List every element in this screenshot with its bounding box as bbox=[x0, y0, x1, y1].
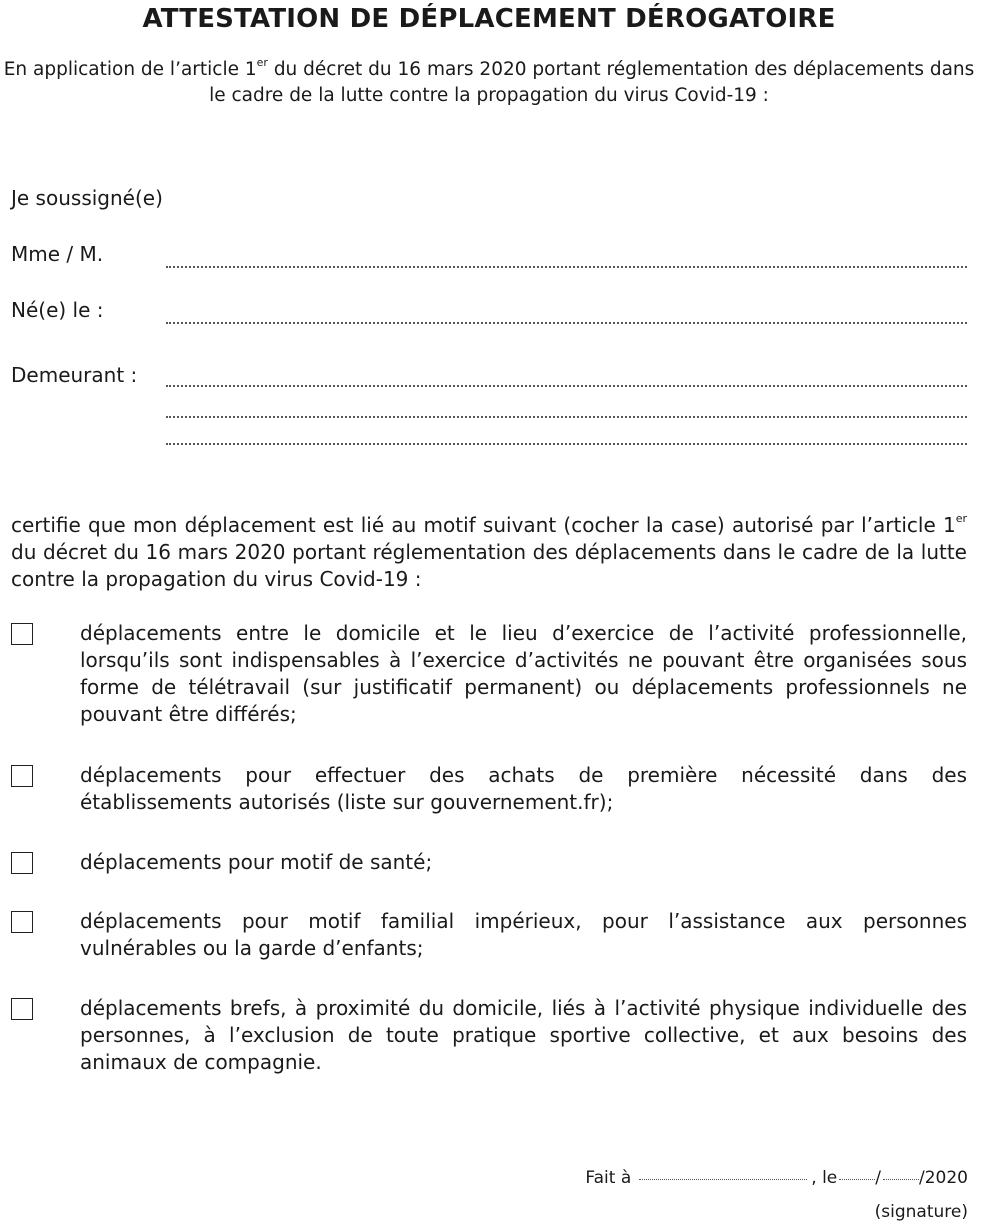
subtitle-text-start: En application de l’article 1 bbox=[3, 59, 257, 80]
certification-text-start: certifie que mon déplacement est lié au motif suivant (cocher la case) autorisé par l’article 1 bbox=[11, 513, 956, 537]
day-field[interactable] bbox=[839, 1179, 875, 1180]
address-field-line-3[interactable] bbox=[166, 443, 967, 445]
place-label: Fait à bbox=[585, 1168, 632, 1188]
address-field-line-2[interactable] bbox=[166, 416, 967, 418]
option-family: déplacements pour motif familial impérieux, pour l’assistance aux personnes vulnérables ou la garde d’enfants; bbox=[80, 909, 967, 960]
option-health: déplacements pour motif de santé; bbox=[80, 850, 433, 874]
checkbox-health[interactable] bbox=[11, 852, 33, 874]
checkbox-physical-activity[interactable] bbox=[11, 998, 33, 1020]
place-field[interactable] bbox=[639, 1179, 807, 1180]
subtitle-superscript: er bbox=[256, 55, 268, 69]
birth-date-field[interactable] bbox=[166, 322, 967, 324]
checkbox-family[interactable] bbox=[11, 911, 33, 933]
subtitle-text-end: du décret du 16 mars 2020 portant réglementation des déplacements dans le cadre de la lutte contre la propagation du virus Covid-19 : bbox=[209, 59, 975, 106]
page-subtitle bbox=[0, 57, 978, 109]
address-field-line-1[interactable] bbox=[166, 385, 967, 387]
intro-label: Je soussigné(e) bbox=[11, 186, 163, 210]
option-physical-activity: déplacements brefs, à proximité du domicile, liés à l’activité physique individuelle des personnes, à l’exclusion de toute pratique sportive collective, et aux besoins des animaux de compagnie. bbox=[80, 996, 967, 1074]
certification-superscript: er bbox=[955, 512, 967, 526]
signature-label: (signature) bbox=[874, 1202, 968, 1222]
place-date-line bbox=[585, 1168, 968, 1188]
option-work-travel: déplacements entre le domicile et le lieu d’exercice de l’activité professionnelle, lorsqu’ils sont indispensables à l’exercice d’activités ne pouvant être organisées sous forme de télétravail (sur justificatif permanent) ou déplacements professionnels ne pouvant être différés; bbox=[80, 621, 967, 726]
year-label: /2020 bbox=[919, 1168, 968, 1188]
option-essential-shopping: déplacements pour effectuer des achats de première nécessité dans des établissements autorisés (liste sur gouvernement.fr); bbox=[80, 763, 967, 814]
certification-paragraph bbox=[11, 512, 967, 593]
checkbox-essential-shopping[interactable] bbox=[11, 765, 33, 787]
address-label: Demeurant : bbox=[11, 363, 138, 387]
page-title: ATTESTATION DE DÉPLACEMENT DÉROGATOIRE bbox=[142, 4, 836, 34]
date-label: , le bbox=[811, 1168, 838, 1188]
month-field[interactable] bbox=[883, 1179, 919, 1180]
checkbox-work-travel[interactable] bbox=[11, 623, 33, 645]
birth-date-label: Né(e) le : bbox=[11, 298, 104, 322]
name-field[interactable] bbox=[166, 266, 967, 268]
name-label: Mme / M. bbox=[11, 242, 104, 266]
date-separator: / bbox=[875, 1168, 881, 1188]
certification-text-end: du décret du 16 mars 2020 portant réglementation des déplacements dans le cadre de la lutte contre la propagation du virus Covid-19 : bbox=[11, 540, 967, 591]
